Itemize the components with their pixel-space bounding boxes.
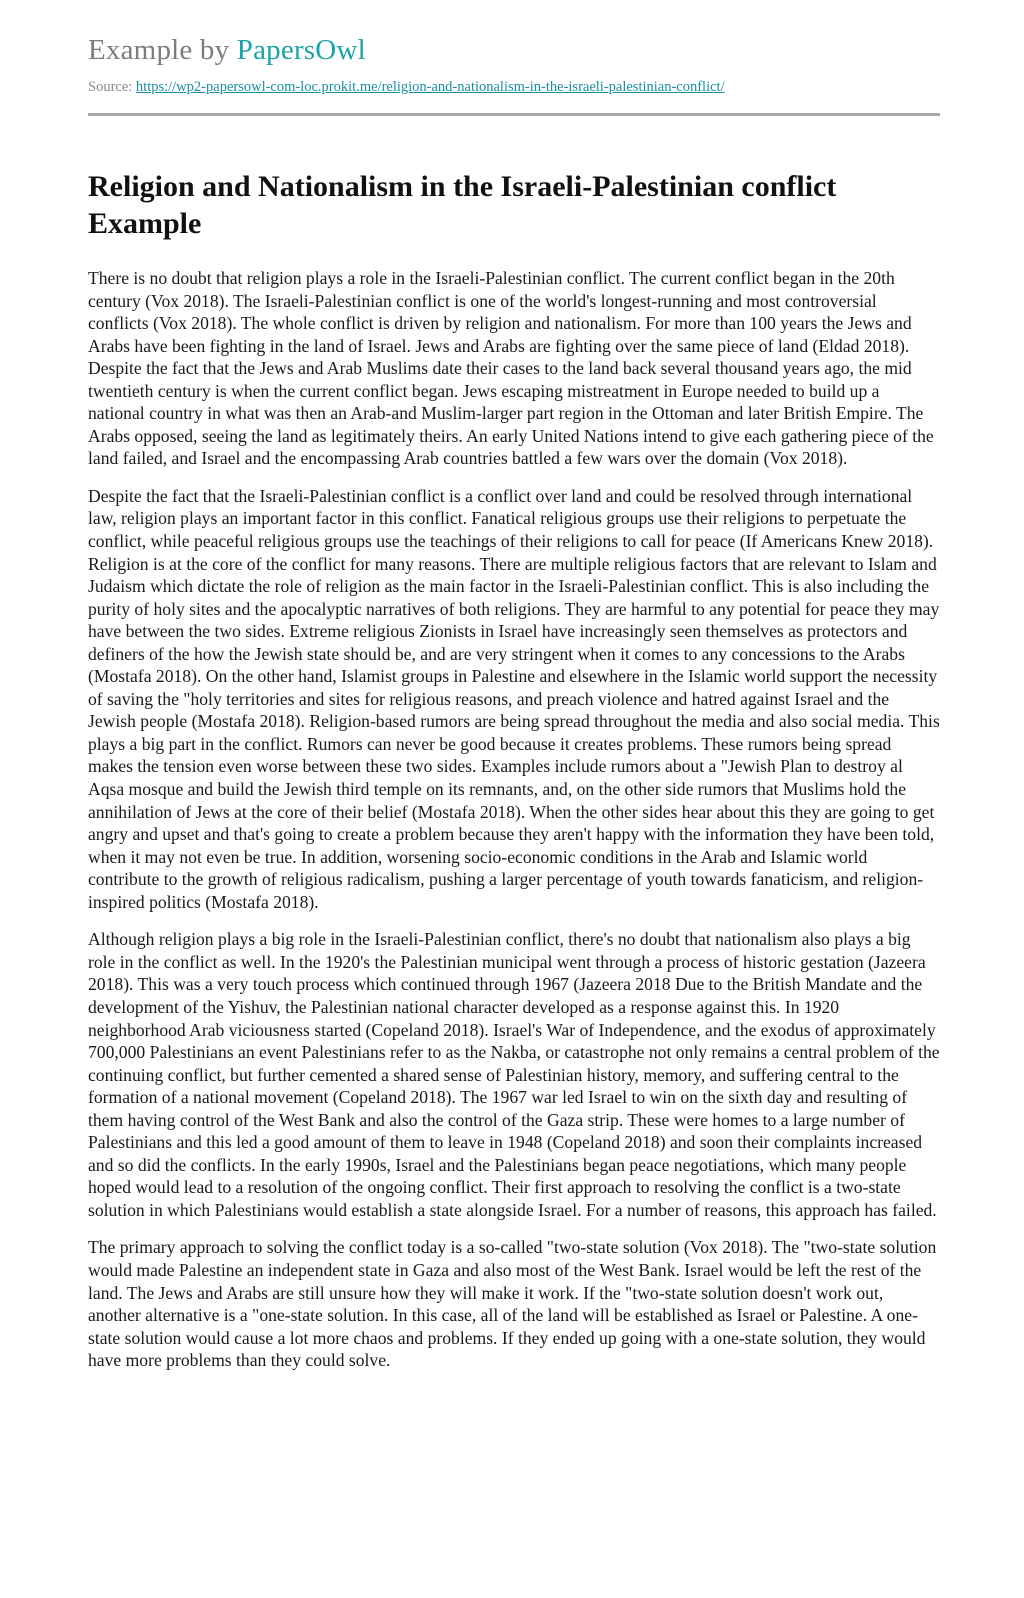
- header-divider: [88, 113, 940, 116]
- body-paragraph: There is no doubt that religion plays a role in the Israeli-Palestinian conflict. The current conflict began in the 20th century (Vox 2018). The Israeli-Palestinian conflict is one of the world's longest-running and most controversial conflicts (Vox 2018). The whole conflict is driven by religion and nationalism. For more than 100 years the Jews and Arabs have been fighting in the land of Israel. Jews and Arabs are fighting over the same piece of land (Eldad 2018). Despite the fact that the Jews and Arab Muslims date their cases to the land back several thousand years ago, the mid twentieth century is when the current conflict began. Jews escaping mistreatment in Europe needed to build up a national country in what was then an Arab-and Muslim-larger part region in the Ottoman and later British Empire. The Arabs opposed, seeing the land as legitimately theirs. An early United Nations intend to give each gathering piece of the land failed, and Israel and the encompassing Arab countries battled a few wars over the domain (Vox 2018).: [88, 268, 934, 469]
- body-paragraph: Although religion plays a big role in the Israeli-Palestinian conflict, there's no doubt that nationalism also plays a big role in the conflict as well. In the 1920's the Palestinian municipal went through a process of historic gestation (Jazeera 2018). This was a very touch process which continued through 1967 (Jazeera 2018 Due to the British Mandate and the development of the Yishuv, the Palestinian national character developed as a response against this. In 1920 neighborhood Arab viciousness started (Copeland 2018). Israel's War of Independence, and the exodus of approximately 700,000 Palestinians an event Palestinians refer to as the Nakba, or catastrophe not only remains a central problem of the continuing conflict, but further cemented a shared sense of Palestinian history, memory, and suffering central to the formation of a national movement (Copeland 2018). The 1967 war led Israel to win on the sixth day and resulting of them having control of the West Bank and also the control of the Gaza strip. These were homes to a large number of Palestinians and this led a good amount of them to leave in 1948 (Copeland 2018) and soon their complaints increased and so did the conflicts. In the early 1990s, Israel and the Palestinians began peace negotiations, which many people hoped would lead to a resolution of the ongoing conflict. Their first approach to resolving the conflict is a two-state solution in which Palestinians would establish a state alongside Israel. For a number of reasons, this approach has failed.: [88, 929, 940, 1220]
- source-label: Source:: [88, 79, 136, 95]
- source-link[interactable]: https://wp2-papersowl-com-loc.prokit.me/religion-and-nationalism-in-the-israeli-palestinian-conflict/: [135, 79, 725, 95]
- source-line: [88, 77, 940, 97]
- body-paragraph: Despite the fact that the Israeli-Palestinian conflict is a conflict over land and could be resolved through international law, religion plays an important factor in this conflict. Fanatical religious groups use their religions to perpetuate the conflict, while peaceful religious groups use the teachings of their religions to call for peace (If Americans Knew 2018). Religion is at the core of the conflict for many reasons. There are multiple religious factors that are relevant to Islam and Judaism which dictate the role of religion as the main factor in the Israeli-Palestinian conflict. This is also including the purity of holy sites and the apocalyptic narratives of both religions. They are harmful to any potential for peace they may have between the two sides. Extreme religious Zionists in Israel have increasingly seen themselves as protectors and definers of the how the Jewish state should be, and are very stringent when it comes to any concessions to the Arabs (Mostafa 2018). On the other hand, Islamist groups in Palestine and elsewhere in the Islamic world support the necessity of saving the "holy territories and sites for religious reasons, and preach violence and hatred against Israel and the Jewish people (Mostafa 2018). Religion-based rumors are being spread throughout the media and also social media. This plays a big part in the conflict. Rumors can never be good because it creates problems. These rumors being spread makes the tension even worse between these two sides. Examples include rumors about a "Jewish Plan to destroy al Aqsa mosque and build the Jewish third temple on its remnants, and, on the other side rumors that Muslims hold the annihilation of Jews at the core of their belief (Mostafa 2018). When the other sides hear about this they are going to get angry and upset and that's going to create a problem because they aren't happy with the information they have been told, when it may not even be true. In addition, worsening socio-economic conditions in the Arab and Islamic world contribute to the growth of religious radicalism, pushing a larger percentage of youth towards fanaticism, and religion-inspired politics (Mostafa 2018).: [88, 485, 940, 912]
- brand-header: [88, 30, 940, 70]
- brand-name: PapersOwl: [236, 34, 366, 66]
- document-body: [88, 267, 940, 1372]
- brand-prefix: Example by: [88, 34, 237, 66]
- body-paragraph: The primary approach to solving the conflict today is a so-called "two-state solution (Vox 2018). The "two-state solution would made Palestine an independent state in Gaza and also most of the West Bank. Israel would be left the rest of the land. The Jews and Arabs are still unsure how they will make it work. If the "two-state solution doesn't work out, another alternative is a "one-state solution. In this case, all of the land will be established as Israel or Palestine. A one-state solution would cause a lot more chaos and problems. If they ended up going with a one-state solution, they would have more problems than they could solve.: [88, 1237, 937, 1371]
- document-page: [88, 30, 940, 1387]
- document-title: Religion and Nationalism in the Israeli-Palestinian conflict Example: [88, 170, 837, 240]
